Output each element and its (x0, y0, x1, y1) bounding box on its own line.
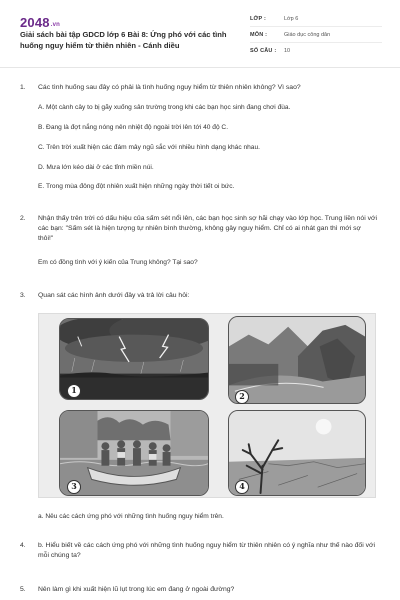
meta-key: LỚP : (250, 15, 266, 22)
question-number: 5. (20, 586, 26, 593)
meta-key: MÔN : (250, 31, 268, 38)
question-text: Nhận thấy trên trời có dấu hiệu của sấm sét nổi lên, các bạn học sinh sợ hãi chạy vào lớp học. Trung liền nói với các bạn: "Sấm sét là hiện tượng tự nhiên bình thường, không gây nguy hiểm. Chỉ có ai nhát gan thì mới sợ thôi!" (38, 215, 377, 242)
figure-label-2: 2 (235, 390, 249, 404)
option-d: D. Mưa lớn kéo dài ở các tỉnh miền núi. (38, 164, 154, 171)
illustration-figure (38, 313, 376, 498)
drought-image (229, 411, 365, 495)
meta-row-count (250, 43, 382, 59)
question-text: Quan sát các hình ảnh dưới đây và trả lời câu hỏi: (38, 292, 190, 299)
site-logo[interactable] (20, 15, 60, 30)
document-title: Giải sách bài tập GDCD lớp 6 Bài 8: Ứng phó với các tình huống nguy hiểm từ thiên nhiên - Cánh diều (20, 30, 227, 50)
page-header (0, 0, 400, 68)
landslide-image (229, 317, 365, 403)
question-text: b. Hiểu biết về các cách ứng phó với những tình huống nguy hiểm từ thiên nhiên có ý nghĩa như thế nào đối với mỗi chúng ta? (38, 542, 375, 559)
figure-label-1: 1 (67, 384, 81, 398)
question-text: Các tình huống sau đây có phải là tình huống nguy hiểm từ thiên nhiên không? Vì sao? (38, 84, 301, 91)
logo-tld: .vn (50, 22, 61, 28)
option-b: B. Đang là đợt nắng nóng nên nhiệt độ ngoài trời lên tới 40 độ C. (38, 124, 229, 131)
question-number: 3. (20, 292, 26, 299)
illustration-drought (228, 410, 366, 496)
illustration-landslide (228, 316, 366, 404)
question-number: 4. (20, 542, 26, 549)
option-c: C. Trên trời xuất hiện các đám mây ngũ sắc với nhiều hình dạng khác nhau. (38, 144, 260, 151)
storm-image (60, 319, 208, 399)
meta-row-class (250, 11, 382, 27)
figure-label-3: 3 (67, 480, 81, 494)
illustration-flood (59, 410, 209, 496)
meta-value: Giáo dục công dân (284, 31, 331, 38)
meta-value: Lớp 6 (284, 15, 299, 22)
logo-text: 2048 (20, 15, 50, 30)
meta-value: 10 (284, 48, 291, 54)
flood-image (60, 411, 208, 495)
illustration-storm (59, 318, 209, 400)
option-a: A. Một cành cây to bị gãy xuống sân trường trong khi các bạn học sinh đang chơi đùa. (38, 104, 291, 111)
meta-key: SỐ CÂU : (250, 48, 277, 54)
question-number: 2. (20, 215, 26, 222)
meta-row-subject (250, 27, 382, 43)
question-2-follow-up: Em có đồng tình với ý kiến của Trung không? Tại sao? (38, 259, 198, 266)
question-3-sub-a: a. Nêu các cách ứng phó với những tình huống nguy hiểm trên. (38, 513, 224, 520)
question-number: 1. (20, 84, 26, 91)
figure-label-4: 4 (235, 480, 249, 494)
document-meta (250, 11, 382, 59)
option-e: E. Trong mùa đông đột nhiên xuất hiện những ngày thời tiết oi bức. (38, 183, 235, 190)
question-text: Nên làm gì khi xuất hiện lũ lụt trong lúc em đang ở ngoài đường? (38, 586, 235, 593)
